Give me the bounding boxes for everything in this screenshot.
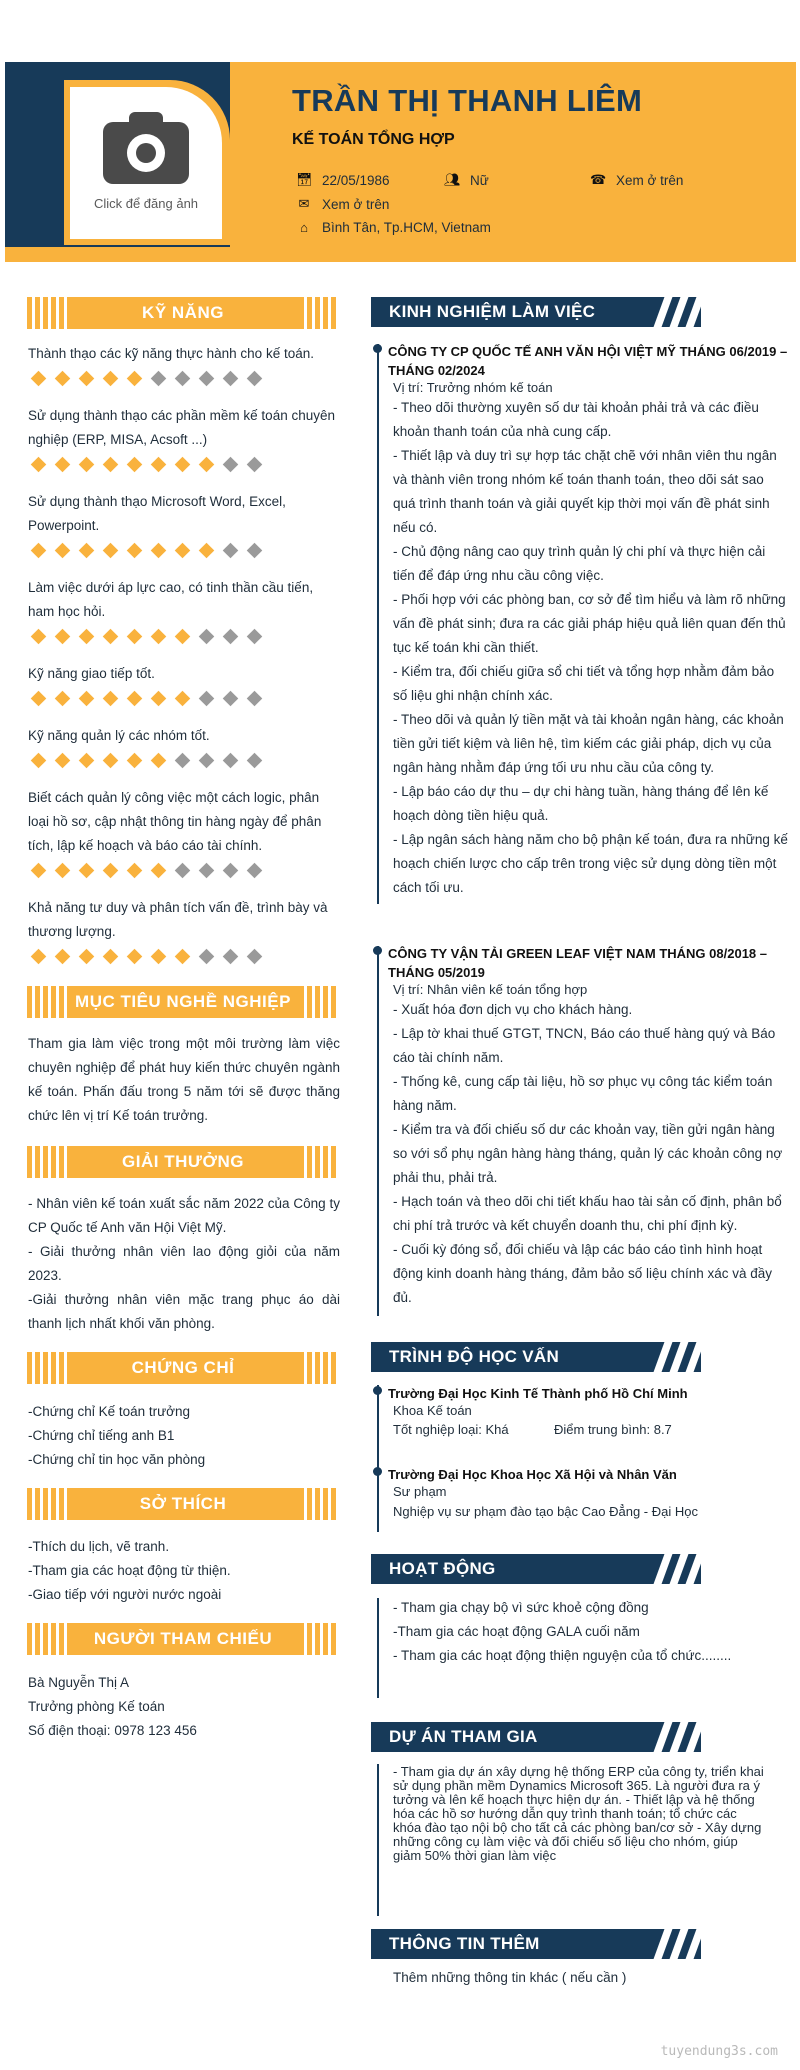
- rating-diamond-icon: [79, 457, 95, 473]
- rating-diamond-icon: [55, 691, 71, 707]
- rating-diamond-icon: [199, 949, 215, 965]
- rating-diamond-icon: [103, 753, 119, 769]
- duty-item: - Hạch toán và theo dõi chi tiết khấu hao tài sản cố định, phân bổ chi phí trả trước và kết chuyển doanh thu, chi phí định kỳ.: [393, 1194, 782, 1233]
- rating-diamond-icon: [175, 371, 191, 387]
- education-title: TRÌNH ĐỘ HỌC VẤN: [389, 1347, 560, 1366]
- rating-diamond-icon: [127, 371, 143, 387]
- rating-diamond-icon: [151, 691, 167, 707]
- address-row: [296, 220, 491, 235]
- duty-item: - Thiết lập và duy trì sự hợp tác chặt chẽ với nhân viên thu ngân và thành viên trong nhóm kế toán thanh toán, theo dõi sát sao quá trình thanh toán và giải quyết kịp thời mọi vấn đề phát sinh nếu có.: [393, 448, 777, 535]
- experience-heading: [371, 297, 701, 327]
- projects-timeline: [377, 1764, 379, 1916]
- skill-rating: [33, 693, 265, 704]
- skill-rating: [33, 755, 265, 766]
- people-icon: 👥︎: [444, 172, 461, 187]
- home-icon: ⌂: [300, 220, 308, 235]
- phone-icon: ☎: [590, 172, 607, 187]
- objective-heading: [27, 986, 339, 1018]
- skill-text: Sử dụng thành thạo các phần mềm kế toán chuyên nghiệp (ERP, MISA, Acsoft ...): [28, 408, 335, 447]
- calendar-icon: 📅︎: [296, 172, 313, 187]
- duty-item: - Lập báo cáo dự thu – dự chi hàng tuần, hàng tháng để lên kế hoạch dòng tiền hiệu quả.: [393, 784, 769, 823]
- activity-item: -Tham gia các hoạt động GALA cuối năm: [393, 1624, 640, 1639]
- rating-diamond-icon: [175, 691, 191, 707]
- rating-diamond-icon: [127, 753, 143, 769]
- rating-diamond-icon: [247, 371, 263, 387]
- objective-text: Tham gia làm việc trong một môi trường làm việc chuyên nghiệp để phát huy kiến thức chuyên ngành kế toán. Phấn đấu trong 5 năm tới sẽ được thăng chức lên vị trí Kế toán trưởng.: [28, 1036, 340, 1123]
- rating-diamond-icon: [31, 949, 47, 965]
- activities-list: [393, 1596, 788, 1668]
- hobby-item: -Thích du lịch, vẽ tranh.: [28, 1539, 170, 1554]
- rating-diamond-icon: [31, 691, 47, 707]
- photo-caption: Click để đăng ảnh: [93, 195, 199, 211]
- duty-item: - Theo dõi thường xuyên số dư tài khoản phải trả và các điều khoản thanh toán của nhà cung cấp.: [393, 400, 759, 439]
- envelope-icon: ✉: [298, 196, 310, 211]
- hobbies-heading: [27, 1488, 339, 1520]
- rating-diamond-icon: [55, 863, 71, 879]
- duty-item: - Kiểm tra, đối chiếu giữa sổ chi tiết và tổng hợp nhằm đảm bảo số liệu ghi nhận chính xác.: [393, 664, 775, 703]
- education-heading: [371, 1342, 701, 1372]
- rating-diamond-icon: [127, 949, 143, 965]
- skill-text: Thành thạo các kỹ năng thực hành cho kế toán.: [28, 346, 314, 361]
- rating-diamond-icon: [199, 863, 215, 879]
- rating-diamond-icon: [199, 543, 215, 559]
- email-row: [296, 196, 389, 212]
- rating-diamond-icon: [223, 457, 239, 473]
- school-name: Trường Đại Học Khoa Học Xã Hội và Nhân Văn: [388, 1467, 677, 1482]
- duty-item: - Chủ động nâng cao quy trình quản lý chi phí và thực hiện cải tiến để đáp ứng nhu cầu công việc.: [393, 544, 766, 583]
- projects-title: DỰ ÁN THAM GIA: [389, 1727, 538, 1746]
- duty-item: - Cuối kỳ đóng sổ, đối chiếu và lập các báo cáo tình hình hoạt động kinh doanh hàng tháng, đảm bảo số liệu chính xác và đầy đủ.: [393, 1242, 773, 1305]
- timeline-dot: [373, 344, 382, 353]
- duty-item: - Lập tờ khai thuế GTGT, TNCN, Báo cáo thuế hàng quý và Báo cáo tài chính năm.: [393, 1026, 776, 1065]
- activities-timeline: [377, 1598, 379, 1698]
- rating-diamond-icon: [199, 629, 215, 645]
- rating-diamond-icon: [151, 753, 167, 769]
- duty-item: - Phối hợp với các phòng ban, cơ sở để tìm hiểu và làm rõ những vấn đề phát sinh; đưa ra các giải pháp hiệu quả liên quan đến thủ tục kế toán khi cần thiết.: [393, 592, 786, 655]
- duty-item: - Theo dõi và quản lý tiền mặt và tài khoản ngân hàng, các khoản tiền gửi tiết kiệm và liên hệ, tìm kiếm các giải pháp, dịch vụ của ngân hàng nhằm đáp ứng tối ưu nhu cầu của công ty.: [393, 712, 784, 775]
- skill-text: Kỹ năng giao tiếp tốt.: [28, 666, 155, 681]
- rating-diamond-icon: [223, 691, 239, 707]
- objective-title: MỤC TIÊU NGHỀ NGHIỆP: [67, 986, 299, 1018]
- job-position: Vị trí: Nhân viên kế toán tổng hợp: [393, 982, 588, 997]
- timeline-dot: [373, 946, 382, 955]
- rating-diamond-icon: [223, 629, 239, 645]
- rating-diamond-icon: [223, 753, 239, 769]
- rating-diamond-icon: [103, 543, 119, 559]
- school-major: Khoa Kế toán: [393, 1403, 472, 1418]
- activities-title: HOẠT ĐỘNG: [389, 1559, 496, 1578]
- rating-diamond-icon: [175, 543, 191, 559]
- rating-diamond-icon: [247, 753, 263, 769]
- rating-diamond-icon: [55, 543, 71, 559]
- extra-text: Thêm những thông tin khác ( nếu cần ): [393, 1970, 627, 1985]
- rating-diamond-icon: [199, 691, 215, 707]
- skill-text: Làm việc dưới áp lực cao, có tinh thần cầu tiến, ham học hỏi.: [28, 580, 314, 619]
- skill-rating: [33, 545, 265, 556]
- rating-diamond-icon: [31, 457, 47, 473]
- candidate-name: TRẦN THỊ THANH LIÊM: [292, 83, 643, 118]
- duty-item: - Lập ngân sách hàng năm cho bộ phận kế toán, đưa ra những kế hoạch chiến lược cho cấp trên trong việc sử dụng dòng tiền một cách tối ưu.: [393, 832, 788, 895]
- rating-diamond-icon: [79, 691, 95, 707]
- reference-item: Trưởng phòng Kế toán: [28, 1699, 165, 1714]
- gender-row: [444, 172, 489, 188]
- rating-diamond-icon: [31, 543, 47, 559]
- certificates-title: CHỨNG CHỈ: [67, 1352, 299, 1384]
- awards-list: [28, 1192, 340, 1336]
- rating-diamond-icon: [79, 543, 95, 559]
- skill-rating: [33, 865, 265, 876]
- rating-diamond-icon: [223, 863, 239, 879]
- rating-diamond-icon: [175, 863, 191, 879]
- company-name: CÔNG TY CP QUỐC TẾ ANH VĂN HỘI VIỆT MỸ THÁNG 06/2019 – THÁNG 02/2024: [388, 344, 788, 378]
- activity-item: - Tham gia các hoạt động thiện nguyện của tổ chức........: [393, 1648, 732, 1663]
- phone-row: [590, 172, 683, 188]
- projects-text: - Tham gia dự án xây dựng hệ thống ERP của công ty, triển khai sử dụng phần mềm Dynamics Microsoft 365. Là người đưa ra ý tưởng và lên kế hoạch thực hiện dự án. - Thiết lập và hệ thống hóa các hồ sơ hướng dẫn quy trình thanh toán; tổ chức các khóa đào tạo nội bộ cho tất cả các phòng ban/cơ sở - Xây dựng những công cụ làm việc và đối chiếu số liệu cho nhóm, giúp giảm 50% thời gian làm việc: [393, 1764, 764, 1863]
- school-name: Trường Đại Học Kinh Tế Thành phố Hồ Chí Minh: [388, 1386, 688, 1401]
- photo-upload[interactable]: [70, 87, 222, 239]
- reference-heading: [27, 1623, 339, 1655]
- award-item: - Nhân viên kế toán xuất sắc năm 2022 của Công ty CP Quốc tế Anh văn Hội Việt Mỹ.: [28, 1196, 340, 1235]
- rating-diamond-icon: [127, 457, 143, 473]
- heading-stripes: [649, 1722, 701, 1752]
- reference-title: NGƯỜI THAM CHIẾU: [67, 1623, 299, 1655]
- heading-stripes: [649, 1342, 701, 1372]
- activities-heading: [371, 1554, 701, 1584]
- awards-heading: [27, 1146, 339, 1178]
- duty-item: - Xuất hóa đơn dịch vụ cho khách hàng.: [393, 1002, 633, 1017]
- rating-diamond-icon: [151, 371, 167, 387]
- rating-diamond-icon: [247, 949, 263, 965]
- rating-diamond-icon: [247, 543, 263, 559]
- job-position: Vị trí: Trưởng nhóm kế toán: [393, 380, 553, 395]
- duty-item: - Thống kê, cung cấp tài liệu, hồ sơ phục vụ công tác kiểm toán hàng năm.: [393, 1074, 773, 1113]
- rating-diamond-icon: [79, 949, 95, 965]
- rating-diamond-icon: [55, 753, 71, 769]
- rating-diamond-icon: [175, 629, 191, 645]
- certificate-item: -Chứng chỉ Kế toán trưởng: [28, 1404, 191, 1419]
- rating-diamond-icon: [175, 457, 191, 473]
- awards-title: GIẢI THƯỞNG: [67, 1146, 299, 1178]
- gender-value: Nữ: [470, 172, 489, 188]
- rating-diamond-icon: [103, 691, 119, 707]
- projects-heading: [371, 1722, 701, 1752]
- job-duties: [393, 998, 788, 1310]
- rating-diamond-icon: [151, 949, 167, 965]
- experience-title: KINH NGHIỆM LÀM VIỆC: [389, 302, 596, 321]
- rating-diamond-icon: [103, 457, 119, 473]
- heading-stripes: [649, 297, 701, 327]
- rating-diamond-icon: [103, 863, 119, 879]
- timeline-dot: [373, 1386, 382, 1395]
- education-timeline: [377, 1385, 379, 1532]
- rating-diamond-icon: [223, 543, 239, 559]
- skill-text: Kỹ năng quản lý các nhóm tốt.: [28, 728, 210, 743]
- rating-diamond-icon: [31, 371, 47, 387]
- rating-diamond-icon: [223, 371, 239, 387]
- camera-icon: [103, 122, 189, 184]
- birthday-row: [296, 172, 390, 188]
- duty-item: - Kiểm tra và đối chiếu số dư các khoản vay, tiền gửi ngân hàng so với sổ phụ ngân hàng hàng tháng, quản lý các khoản công nợ phải thu, phải trả.: [393, 1122, 783, 1185]
- award-item: - Giải thưởng nhân viên lao động giỏi của năm 2023.: [28, 1244, 340, 1283]
- rating-diamond-icon: [127, 863, 143, 879]
- job-duties: [393, 396, 788, 900]
- rating-diamond-icon: [175, 949, 191, 965]
- skills-heading: [27, 297, 339, 329]
- extra-heading: [371, 1929, 701, 1959]
- certificate-item: -Chứng chỉ tiếng anh B1: [28, 1428, 175, 1443]
- skill-rating: [33, 459, 265, 470]
- job-title: KẾ TOÁN TỔNG HỢP: [292, 131, 455, 148]
- rating-diamond-icon: [31, 753, 47, 769]
- hobby-item: -Giao tiếp với người nước ngoài: [28, 1587, 222, 1602]
- certificate-item: -Chứng chỉ tin học văn phòng: [28, 1452, 206, 1467]
- rating-diamond-icon: [79, 863, 95, 879]
- rating-diamond-icon: [103, 629, 119, 645]
- phone-value: Xem ở trên: [616, 172, 684, 188]
- rating-diamond-icon: [55, 371, 71, 387]
- birthday-value: 22/05/1986: [322, 172, 390, 188]
- rating-diamond-icon: [103, 371, 119, 387]
- reference-item: Số điện thoại: 0978 123 456: [28, 1723, 197, 1738]
- rating-diamond-icon: [199, 457, 215, 473]
- school-major: Sư phạm: [393, 1484, 447, 1499]
- school-grade: Nghiệp vụ sư phạm đào tạo bậc Cao Đẳng - Đại Học: [393, 1504, 698, 1519]
- rating-diamond-icon: [199, 371, 215, 387]
- rating-diamond-icon: [151, 457, 167, 473]
- skills-title: KỸ NĂNG: [67, 297, 299, 329]
- rating-diamond-icon: [223, 949, 239, 965]
- address-value: Bình Tân, Tp.HCM, Vietnam: [322, 220, 491, 235]
- skill-rating: [33, 951, 265, 962]
- rating-diamond-icon: [247, 457, 263, 473]
- company-name: CÔNG TY VẬN TẢI GREEN LEAF VIỆT NAM THÁNG 08/2018 – THÁNG 05/2019: [388, 946, 767, 980]
- skill-rating: [33, 373, 265, 384]
- rating-diamond-icon: [31, 863, 47, 879]
- school-gpa: Điểm trung bình: 8.7: [554, 1422, 672, 1437]
- rating-diamond-icon: [79, 753, 95, 769]
- certificates-heading: [27, 1352, 339, 1384]
- skill-text: Sử dụng thành thạo Microsoft Word, Excel, Powerpoint.: [28, 494, 286, 533]
- rating-diamond-icon: [247, 629, 263, 645]
- rating-diamond-icon: [247, 691, 263, 707]
- rating-diamond-icon: [247, 863, 263, 879]
- skill-rating: [33, 631, 265, 642]
- rating-diamond-icon: [151, 543, 167, 559]
- activity-item: - Tham gia chạy bộ vì sức khoẻ cộng đồng: [393, 1600, 649, 1615]
- rating-diamond-icon: [79, 371, 95, 387]
- rating-diamond-icon: [55, 629, 71, 645]
- rating-diamond-icon: [55, 949, 71, 965]
- rating-diamond-icon: [151, 629, 167, 645]
- rating-diamond-icon: [103, 949, 119, 965]
- rating-diamond-icon: [31, 629, 47, 645]
- rating-diamond-icon: [127, 543, 143, 559]
- reference-item: Bà Nguyễn Thị A: [28, 1675, 130, 1690]
- rating-diamond-icon: [79, 629, 95, 645]
- skill-text: Khả năng tư duy và phân tích vấn đề, trình bày và thương lượng.: [28, 900, 328, 939]
- certificates-list: [28, 1400, 340, 1472]
- timeline-dot: [373, 1467, 382, 1476]
- experience-timeline: [377, 946, 379, 1316]
- hobby-item: -Tham gia các hoạt động từ thiện.: [28, 1563, 231, 1578]
- rating-diamond-icon: [175, 753, 191, 769]
- hobbies-title: SỞ THÍCH: [67, 1488, 299, 1520]
- skill-text: Biết cách quản lý công việc một cách logic, phân loại hồ sơ, cập nhật thông tin hàng ngày để phân tích, lập kế hoạch và báo cáo tài chính.: [28, 790, 322, 853]
- rating-diamond-icon: [55, 457, 71, 473]
- hobbies-list: [28, 1535, 340, 1607]
- experience-timeline: [377, 344, 379, 904]
- extra-title: THÔNG TIN THÊM: [389, 1934, 540, 1953]
- watermark: tuyendung3s.com: [660, 2044, 778, 2059]
- email-value: Xem ở trên: [322, 196, 390, 212]
- rating-diamond-icon: [151, 863, 167, 879]
- reference-list: [28, 1671, 340, 1743]
- heading-stripes: [649, 1929, 701, 1959]
- heading-stripes: [649, 1554, 701, 1584]
- rating-diamond-icon: [199, 753, 215, 769]
- school-grade: Tốt nghiệp loại: Khá: [393, 1422, 509, 1437]
- award-item: -Giải thưởng nhân viên mặc trang phục áo dài thanh lịch nhất khối văn phòng.: [28, 1292, 340, 1331]
- rating-diamond-icon: [127, 691, 143, 707]
- rating-diamond-icon: [127, 629, 143, 645]
